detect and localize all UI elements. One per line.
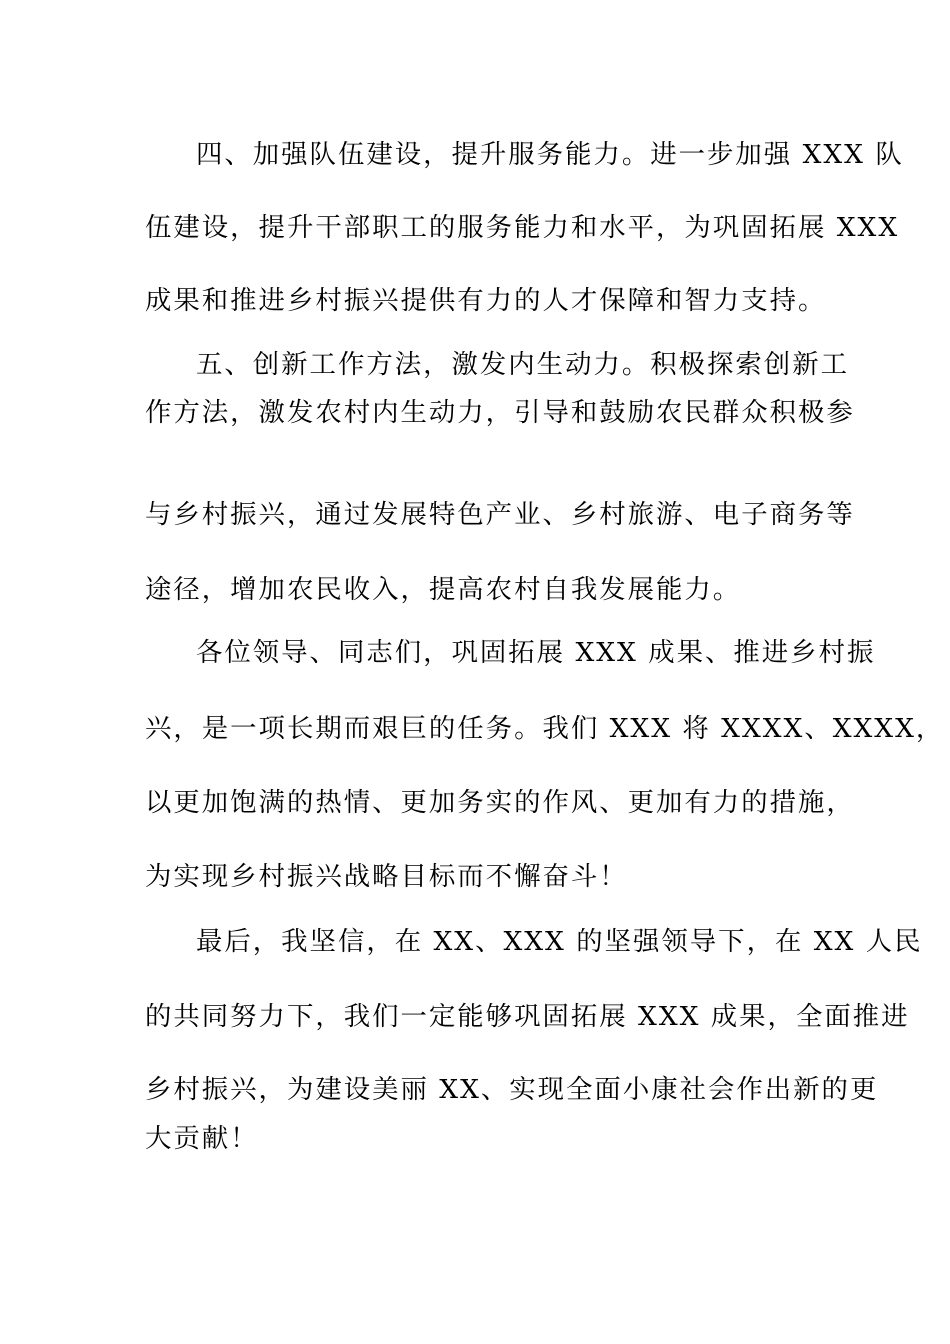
text-line: 五、创新工作方法，激发内生动力。积极探索创新工	[196, 349, 849, 380]
text-line: 与乡村振兴，通过发展特色产业、乡村旅游、电子商务等	[145, 499, 855, 530]
text-line: 成果和推进乡村振兴提供有力的人才保障和智力支持。	[145, 285, 827, 316]
text-line: 途径，增加农民收入，提高农村自我发展能力。	[145, 574, 742, 605]
text-line: 大贡献！	[145, 1123, 259, 1154]
text-line: 兴，是一项长期而艰巨的任务。我们 XXX 将 XXXX、XXXX，	[145, 713, 945, 744]
text-line: 伍建设，提升干部职工的服务能力和水平，为巩固拓展 XXX	[145, 212, 900, 243]
text-line: 四、加强队伍建设，提升服务能力。进一步加强 XXX 队	[196, 139, 904, 170]
text-line: 以更加饱满的热情、更加务实的作风、更加有力的措施，	[145, 787, 855, 818]
text-line: 乡村振兴，为建设美丽 XX、实现全面小康社会作出新的更	[145, 1074, 879, 1105]
text-line: 的共同努力下，我们一定能够巩固拓展 XXX 成果，全面推进	[145, 1001, 910, 1032]
text-line: 为实现乡村振兴战略目标而不懈奋斗！	[145, 861, 628, 892]
text-line: 最后，我坚信，在 XX、XXX 的坚强领导下，在 XX 人民	[196, 926, 923, 957]
text-line: 作方法，激发农村内生动力，引导和鼓励农民群众积极参	[145, 397, 855, 428]
text-line: 各位领导、同志们，巩固拓展 XXX 成果、推进乡村振	[196, 637, 876, 668]
